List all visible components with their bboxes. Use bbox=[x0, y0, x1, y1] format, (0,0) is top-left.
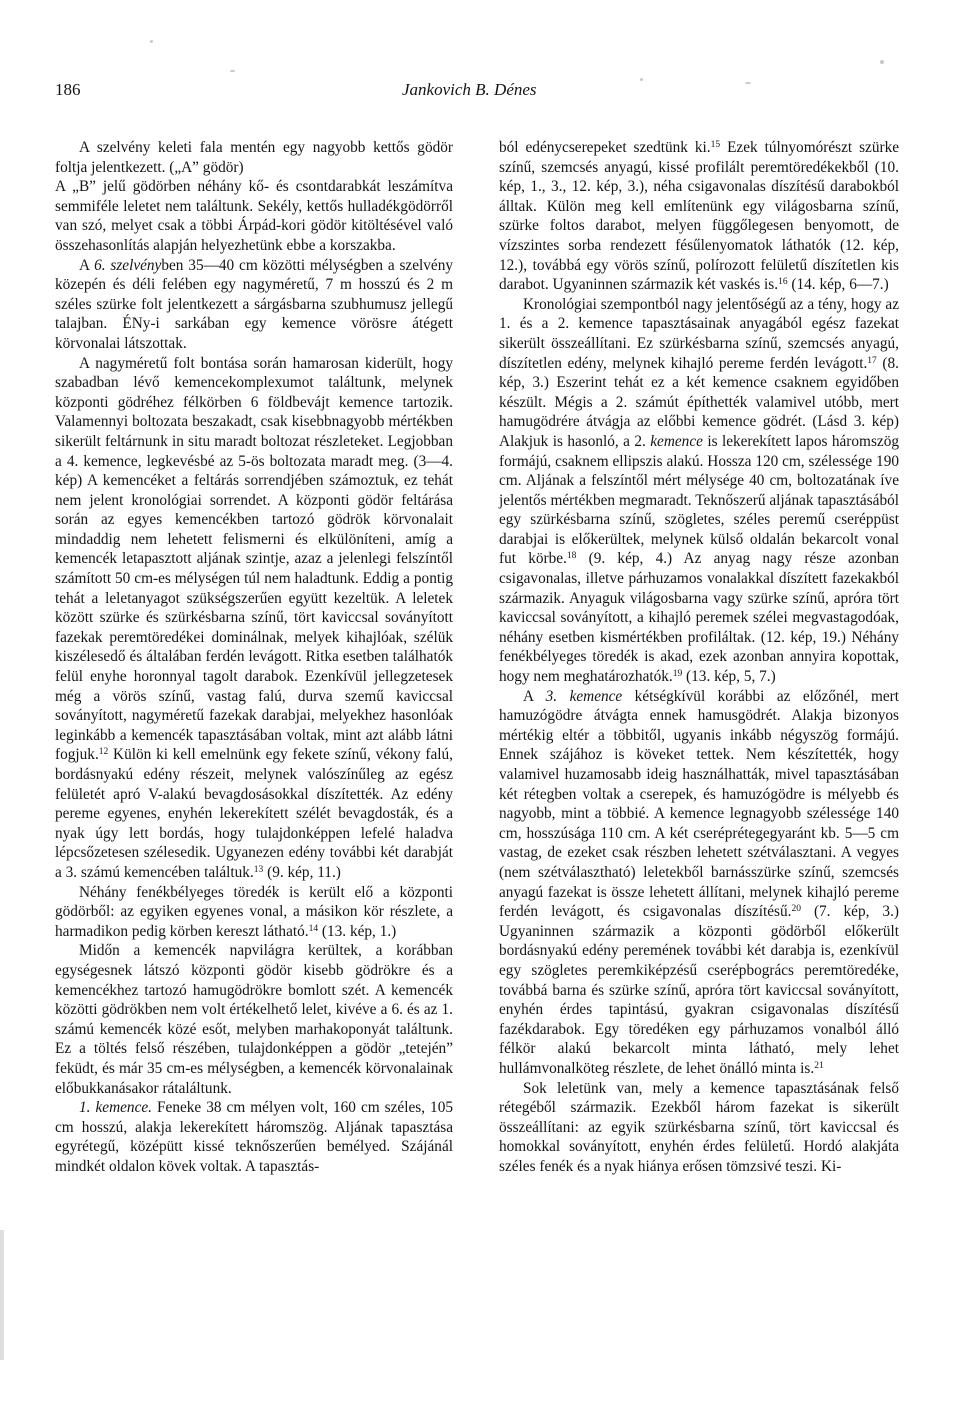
paragraph: A 6. szelvényben 35—40 cm közötti mélységben a szelvény közepén és déli felében egy nagyméretű, 7 m hosszú és 2 m széles szürke folt jelentkezett a sárgásbarna szubhumusz jellegű talajban. ÉNy-i sarkában egy kemence vörösre átégett körvonalai látszottak. bbox=[55, 256, 453, 352]
scan-speck bbox=[880, 60, 884, 64]
paragraph: A „B” jelű gödörben néhány kő- és csontdarabkát leszámítva semmiféle leletet nem találtunk. Sekély, kettős hulladékgödörről van szó, melyet csak a többi Árpád-kori gödör kitöltésével való összehasonlítás alapján helyezhetünk ebbe a korszakba. bbox=[55, 178, 453, 254]
paragraph: ból edénycserepeket szedtünk ki.$^{15}$ Ezek túlnyomórészt szürke színű, szemcsés anyagú, kissé profilált peremtöredékekből (10. kép, 1., 3., 12. kép, 3.), néha csigavonalas díszítésű darabokból álltak. Külön meg kell említenünk egy világosbarna színű, szürke foltos darabot, melyen függőlegesen benyomott, de vízszintes sorba rendezett fésűlenyomatok láthatók (12. kép, 12.), továbbá egy vörös színű, polírozott felületű díszítetlen kis darabot. Ugyaninnen származik két vaskés is.$^{16}$ (14. kép, 6—7.) bbox=[499, 139, 900, 294]
paragraph: Néhány fenékbélyeges töredék is került elő a központi gödörből: az egyiken egyenes vonal, a másikon kör részlete, a harmadikon pedig körben kereszt látható.$^{14}$ (13. kép, 1.) bbox=[55, 883, 453, 940]
running-head-author: Jankovich B. Dénes bbox=[402, 80, 537, 99]
right-text-column bbox=[499, 138, 899, 1176]
paragraph: A nagyméretű folt bontása során hamarosan kiderült, hogy szabadban lévő kemencekomplexumot találtunk, melynek központi gödréhez félkörben 6 földbevájt kemence tartozik. Valamennyi boltozata beszakadt, csak kisebbnagyobb mértékben sikerült feltárnunk in situ maradt boltozat részleteket. Legjobban a 4. kemence, legkevésbé az 5-ös boltozata maradt meg. (3—4. kép) A kemencéket a feltárás sorrendjében számoztuk, ez tehát nem jelent kronológiai sorrendet. A központi gödör feltárása során az egyes kemencékben tartozó gödrök körvonalait mindaddig nem lehetett felismerni és elkülöníteni, amíg a kemencék letapasztott aljának szintje, azaz a jelenlegi felszíntől számított 50 cm-es mélységen túl nem haladtunk. Eddig a pontig tehát a leletanyagot szükségszerűen együtt kezeltük. A leletek között szürke és szürkésbarna színű, tört kaviccsal soványított fazekak peremtöredékei dominálnak, melyek kihajlóak, szélük kiszélesedő és általában ferdén levágott. Ritka esetben találhatók felül enyhe horonnyal tagolt darabok. Ezenkívül jellegzetesek még a vörös színű, vastag falú, durva szemű kaviccsal soványított, nagyméretű fazekak darabjai, melyekhez hasonlóak leginkább a kemencék tapasztásában voltak, mint azt alább látni fogjuk.$^{12}$ Külön ki kell emelnünk egy fekete színű, vékony falú, bordásnyakú edény részeit, melynek valószínűleg az egész felületét apró V-alakú bevagdosásokkal díszítették. Az edény pereme egyenes, enyhén lekerekített szélét bevagdosták, és a nyak úgy lett bordás, hogy tulajdonképpen lefelé haladva lépcsőzetesen szélesedik. Ugyanezen edény további két darabját a 3. számú kemencében találtuk.$^{13}$ (9. kép, 11.) bbox=[55, 354, 453, 881]
scan-speck bbox=[640, 78, 643, 81]
scan-speck bbox=[745, 82, 751, 84]
paragraph: A szelvény keleti fala mentén egy nagyobb kettős gödör foltja jelentkezett. („A” gödör) bbox=[55, 139, 453, 176]
paragraph: Sok leletünk van, mely a kemence tapasztásának felső rétegéből származik. Ezekből három fazekat is sikerült összeállítani: az egyik szürkésbarna színű, tört kaviccsal és homokkal soványított, enyhén érdes felületű. Hordó alakjáta széles fenék és a nyak hiánya erősen tömzsivé teszi. Ki- bbox=[499, 1079, 899, 1175]
paragraph: 1. kemence. Feneke 38 cm mélyen volt, 160 cm széles, 105 cm hosszú, alakja lekerekített háromszög. Aljának tapasztása egyrétegű, középütt kissé teknőszerűen bemélyed. Szájánál mindkét oldalon kövek voltak. A tapasztás- bbox=[55, 1099, 454, 1175]
paragraph: Midőn a kemencék napvilágra kerültek, a korábban egységesnek látszó központi gödör kisebb gödrökre és a kemencékhez tartozó hamugödrökre bomlott szét. A kemencék közötti gödrökben nem volt értékelhető lelet, kivéve a 6. és az 1. számú kemencék közé esőt, melyben marhakoponyát találtunk. Ez a töltés felső részében, tulajdonképpen a gödör „tetején” feküdt, és már 35 cm-es mélységben, a kemencék körvonalainak előbukkanásakor rátaláltunk. bbox=[55, 942, 453, 1097]
paragraph: A 3. kemence kétségkívül korábbi az előzőnél, mert hamuzógödre átvágta ennek hamusgödrét. Alakja bizonyos mértékig eltér a többitől, ugyanis inkább négyszög formájú. Ennek szájához is köveket tettek. Nem készítették, hogy valamivel huzamosabb ideig használhatták, mivel tapasztásában két rétegben voltak a cserepek, és hamuzógödre is mélyebb és nagyobb, mint a többié. A kemence legnagyobb szélessége 140 cm, hosszúsága 110 cm. A két cseréprétegegyaránt kb. 5—5 cm vastag, de ezeket csak részben lehetett szétválasztani. A vegyes (nem szétválasztható) leletekből barnásszürke színű, szemcsés anyagú fazekat is össze lehetett állítani, melynek kihajló pereme ferdén levágott, és csigavonalas díszítésű.$^{20}$ (7. kép, 3.) Ugyaninnen származik a központi gödörből előkerült bordásnyakú edény peremének további két darabja is, ezenkívül egy szögletes peremkiképzésű cserépbogrács peremtöredéke, továbbá barna és szürke színű, apróra tört kaviccsal soványított, enyhén érdes tapintású, gyakran csigavonalas díszítésű fazékdarabok. Egy töredéken egy párhuzamos vonalból álló félkör alakú bekarcolt minta látható, mely lehet hullámvonalköteg részlete, de lehet önálló minta is.$^{21}$ bbox=[499, 687, 899, 1077]
scan-speck bbox=[150, 40, 153, 43]
page-number: 186 bbox=[55, 80, 81, 99]
scan-edge bbox=[0, 1230, 4, 1360]
scan-speck bbox=[230, 70, 235, 72]
paragraph: Kronológiai szempontból nagy jelentőségű az a tény, hogy az 1. és a 2. kemence tapasztásainak anyagából egész fazekat sikerült összeállítani. Ez szürkésbarna színű, szemcsés anyagú, díszítetlen edény, melynek kihajló pereme ferdén levágott.$^{17}$ (8. kép, 3.) Eszerint tehát ez a két kemence csaknem egyidőben készült. Mégis a 2. számút építhették valamivel utóbb, mert hamugödrére átvágja az előbbi kemence gödrét. (Lásd 3. kép) Alakjuk is hasonló, a 2. kemence is lekerekített lapos háromszög formájú, csaknem ellipszis alakú. Hossza 120 cm, szélessége 190 cm. Aljának a felszíntől mért mélysége 40 cm, boltozatának íve jelentős mértékben megmaradt. Teknőszerű aljának tapasztásából egy szürkésbarna színű, szögletes, széles peremű cseréppüst darabjai is előkerültek, melynek külső oldalán bekarcolt vonal fut körbe.$^{18}$ (9. kép, 4.) Az anyag nagy része azonban csigavonalas, illetve párhuzamos vonalakkal díszített fazekakból származik. Anyaguk világosbarna vagy szürke színű, apróra tört kaviccsal soványított, a kihajló peremek szélei megvastagodóak, néhány esetben kismértékben profiláltak. (12. kép, 19.) Néhány fenékbélyeges töredék is akad, ezek azonban annyira kopottak, hogy nem meghatározhatók.$^{19}$ (13. kép, 5, 7.) bbox=[499, 295, 899, 686]
left-text-column bbox=[55, 138, 453, 1176]
